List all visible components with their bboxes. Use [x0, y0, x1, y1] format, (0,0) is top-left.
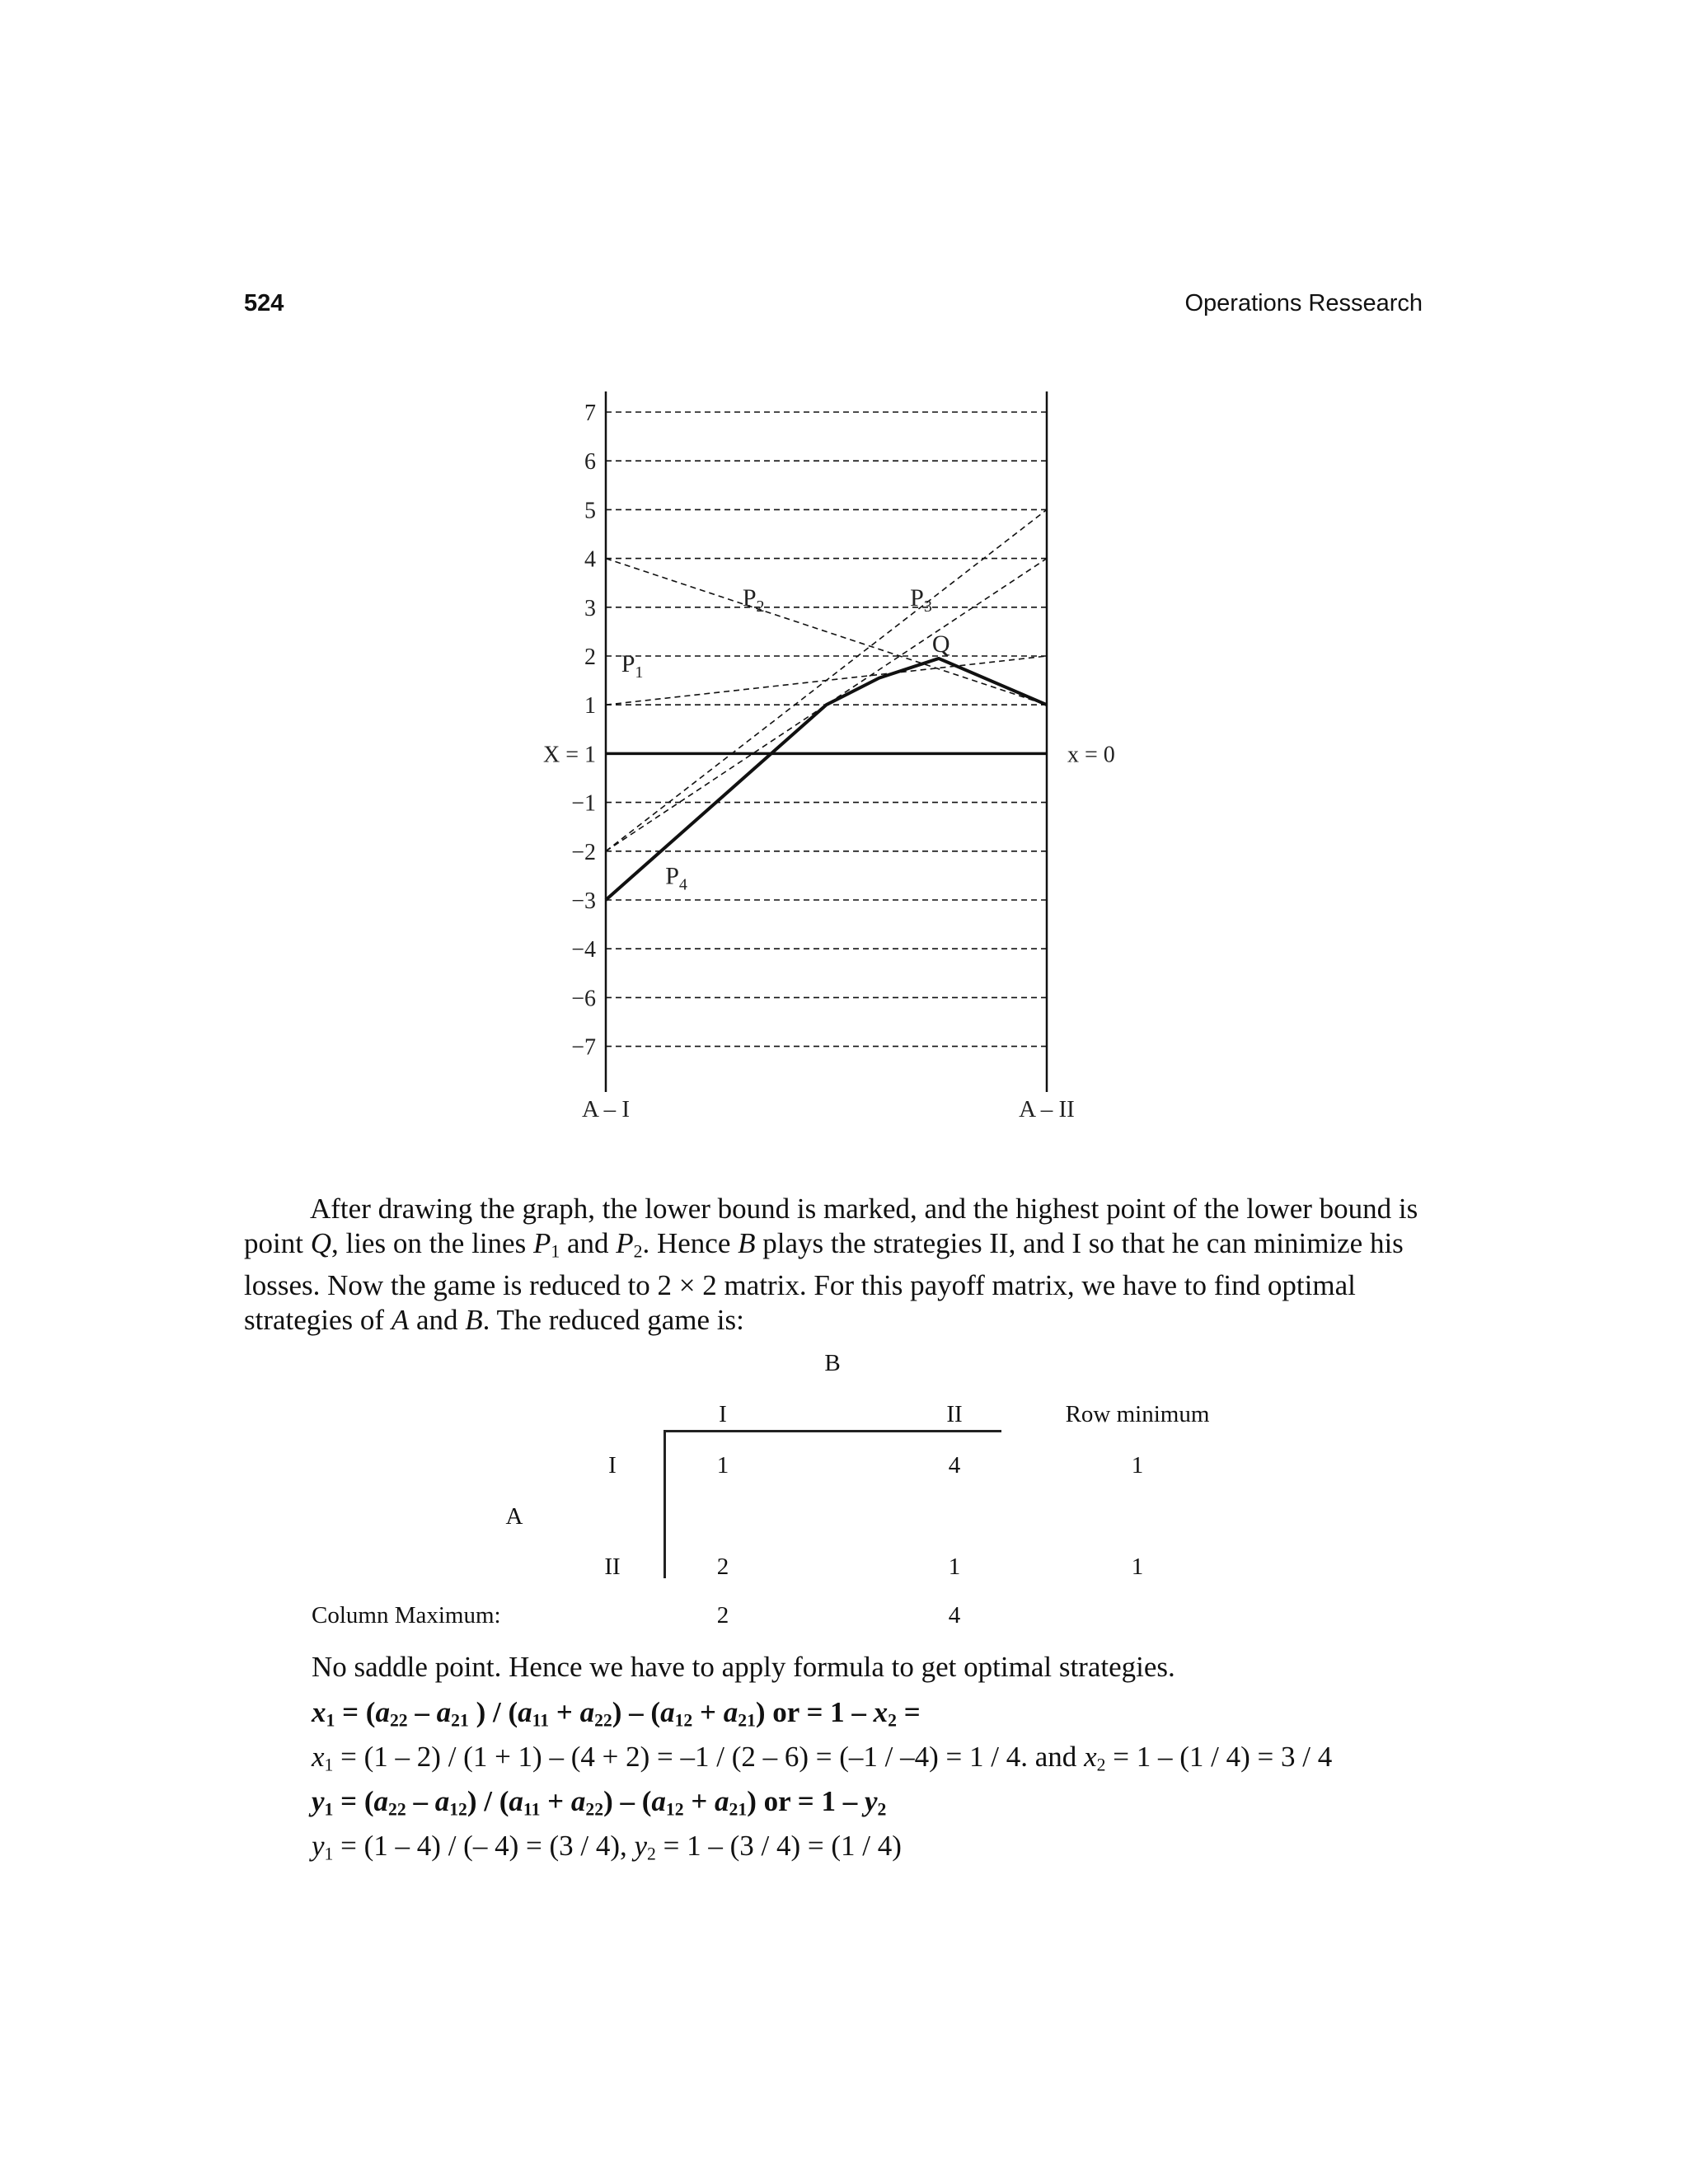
t: +	[683, 1785, 715, 1817]
s: 12	[665, 1799, 684, 1820]
t: a	[373, 1785, 388, 1817]
t: ) / (	[468, 1696, 518, 1728]
col-max-label: Column Maximum:	[312, 1602, 501, 1629]
y-tick-label: 5	[584, 498, 596, 524]
t: y	[864, 1785, 878, 1817]
row-label-1: I	[608, 1452, 617, 1479]
y-tick-label: −2	[571, 839, 596, 865]
x-axis-label-a1: A – I	[582, 1096, 630, 1122]
s: 2	[877, 1799, 887, 1820]
s: 1	[326, 1710, 335, 1731]
s: 21	[738, 1710, 756, 1731]
text-run: and	[409, 1304, 466, 1337]
t: x	[312, 1696, 326, 1728]
text-run: point	[244, 1227, 311, 1259]
t: ) – (	[612, 1696, 661, 1728]
row-label-2: II	[604, 1554, 621, 1580]
cell: 4	[948, 1452, 961, 1479]
s: 2	[647, 1844, 656, 1864]
paragraph-line: After drawing the graph, the lower bound is marked, and the highest point of the lower bound is	[310, 1193, 1418, 1225]
s: 12	[674, 1710, 693, 1731]
no-saddle-text: No saddle point. Hence we have to apply formula to get optimal strategies.	[312, 1651, 1175, 1683]
t: =	[897, 1696, 921, 1728]
t: x	[1084, 1741, 1097, 1773]
matrix-top-border	[663, 1430, 1001, 1432]
s: 1	[324, 1844, 334, 1864]
t: = (	[335, 1696, 376, 1728]
text-run: A	[391, 1304, 410, 1337]
y-tick-label: −4	[571, 937, 596, 963]
text-run: B	[738, 1227, 756, 1259]
s: 22	[388, 1799, 406, 1820]
t: ) – (	[603, 1785, 652, 1817]
s: 1	[324, 1799, 334, 1820]
text-run: B	[465, 1304, 483, 1337]
subscript: 2	[633, 1241, 643, 1262]
strategy-lines	[606, 509, 1047, 900]
formula-y1	[312, 1785, 886, 1820]
chart-labels	[543, 401, 1115, 1122]
s: 21	[729, 1799, 748, 1820]
y-tick-label: 6	[584, 449, 596, 476]
text-run: . The reduced game is:	[482, 1304, 744, 1337]
player-a-label: A	[505, 1503, 523, 1530]
calc-y	[312, 1830, 902, 1864]
y-tick-label: 4	[584, 546, 596, 573]
strategy-line-p4	[606, 509, 1047, 851]
subscript: 1	[551, 1241, 560, 1262]
text-run: . Hence	[642, 1227, 738, 1259]
s: 2	[888, 1710, 898, 1731]
t: a	[723, 1696, 738, 1728]
s: 22	[389, 1710, 408, 1731]
s: 22	[585, 1799, 604, 1820]
t: –	[407, 1696, 437, 1728]
t: a	[518, 1696, 532, 1728]
t: a	[660, 1696, 675, 1728]
line-label-p4: $P_4$	[665, 862, 687, 894]
y-tick-label: 1	[584, 693, 596, 719]
s: 1	[324, 1755, 334, 1775]
running-head: Operations Ressearch	[1184, 290, 1423, 316]
text-run: , lies on the lines	[331, 1227, 533, 1259]
t: y	[312, 1785, 325, 1817]
y-tick-label: −7	[571, 1034, 596, 1061]
t: = 1 – (1 / 4) = 3 / 4	[1105, 1741, 1333, 1773]
row-min-cell: 1	[1131, 1554, 1144, 1580]
t: +	[540, 1785, 571, 1817]
t: ) or = 1 –	[747, 1785, 865, 1817]
cell: 1	[948, 1554, 961, 1580]
t: a	[715, 1785, 729, 1817]
t: = (1 – 2) / (1 + 1) – (4 + 2) = –1 / (2 – 6) = (–1 / –4) = 1 / 4. and	[333, 1741, 1085, 1773]
payoff-graph	[528, 387, 1154, 1129]
col-max-cell: 2	[716, 1602, 729, 1629]
t: +	[549, 1696, 580, 1728]
s: 11	[532, 1710, 550, 1731]
t: –	[406, 1785, 435, 1817]
line-label-p3: $P_3$	[910, 583, 932, 616]
s: 21	[451, 1710, 469, 1731]
text-run: P	[532, 1227, 551, 1259]
col-max-cell: 4	[948, 1602, 961, 1629]
cell: 1	[716, 1452, 729, 1479]
s: 11	[523, 1799, 541, 1820]
t: = 1 – (3 / 4) = (1 / 4)	[655, 1830, 902, 1862]
y-tick-label: X = 1	[542, 742, 596, 768]
t: a	[436, 1696, 452, 1728]
t: a	[651, 1785, 666, 1817]
row-min-cell: 1	[1131, 1452, 1144, 1479]
y-tick-label: −1	[571, 790, 596, 817]
player-b-label: B	[824, 1350, 841, 1376]
paragraph-line: losses. Now the game is reduced to 2 × 2 matrix. For this payoff matrix, we have to find optimal	[244, 1269, 1356, 1302]
col-header-2: II	[946, 1401, 963, 1427]
t: x	[873, 1696, 889, 1728]
calc-x	[312, 1741, 1332, 1775]
y-tick-label: 7	[584, 401, 596, 426]
y-tick-label: −6	[571, 986, 596, 1012]
s: 22	[594, 1710, 612, 1731]
line-label-p2: $P_2$	[742, 583, 765, 616]
t: = (1 – 4) / (– 4) = (3 / 4),	[333, 1830, 635, 1862]
row-min-header: Row minimum	[1065, 1401, 1210, 1427]
grid-lines	[606, 391, 1047, 1092]
t: +	[692, 1696, 724, 1728]
strategy-line-p2	[606, 559, 1047, 705]
right-axis-label: x = 0	[1067, 742, 1115, 768]
t: a	[375, 1696, 390, 1728]
s: 2	[1096, 1755, 1106, 1775]
x-axis-label-a2: A – II	[1019, 1096, 1075, 1122]
line-label-q: Q	[931, 630, 950, 658]
text-run: plays the strategies II, and I so that he can minimize his	[755, 1227, 1404, 1259]
explanation-paragraph	[244, 1192, 1423, 1338]
t: a	[509, 1785, 523, 1817]
col-header-1: I	[719, 1401, 727, 1427]
formula-x1	[312, 1696, 921, 1731]
t: x	[312, 1741, 325, 1773]
t: = (	[333, 1785, 374, 1817]
y-tick-label: −3	[571, 888, 596, 914]
page-number: 524	[244, 290, 284, 316]
y-tick-label: 3	[584, 595, 596, 621]
s: 12	[449, 1799, 467, 1820]
text-run: and	[560, 1227, 617, 1259]
text-run: strategies of	[244, 1304, 392, 1337]
text-run: P	[616, 1227, 634, 1259]
y-tick-label: 2	[584, 644, 596, 670]
t: y	[312, 1830, 325, 1862]
matrix-left-border	[663, 1430, 666, 1578]
t: a	[579, 1696, 595, 1728]
t: y	[634, 1830, 648, 1862]
cell: 2	[716, 1554, 729, 1580]
t: ) / (	[467, 1785, 509, 1817]
t: a	[570, 1785, 586, 1817]
line-label-p1: $P_1$	[621, 649, 644, 682]
t: ) or = 1 –	[755, 1696, 874, 1728]
text-run: Q	[310, 1227, 331, 1259]
t: a	[434, 1785, 450, 1817]
